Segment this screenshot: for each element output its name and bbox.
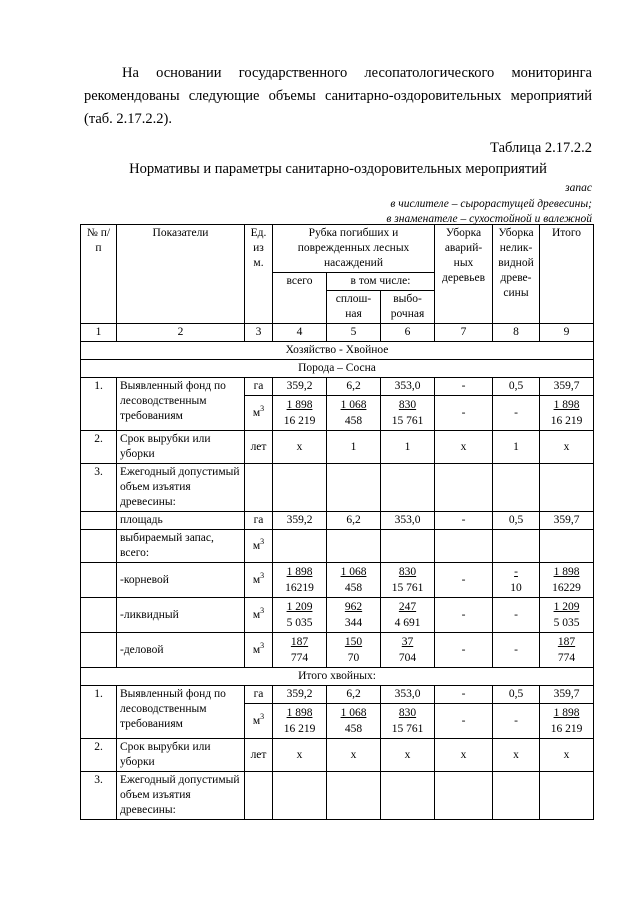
col-index: 6 <box>381 324 435 342</box>
cell <box>273 464 327 512</box>
col-emergency-header: Уборка аварий-ных деревьев <box>435 225 493 324</box>
cell <box>245 464 273 512</box>
fraction-cell: 830 15 761 <box>381 563 435 598</box>
cell: 353,0 <box>381 686 435 704</box>
table-title: Нормативы и параметры санитарно-оздоровительных мероприятий <box>129 161 547 177</box>
cell: х <box>273 431 327 464</box>
fraction-cell: 1 898 16 219 <box>540 396 594 431</box>
row-label: -ликвидный <box>117 598 245 633</box>
intro-paragraph: На основании государственного лесопатологического мониторинга рекомендованы следующие объемы санитарно-оздоровительных мероприятий (таб. 2.17.2.2). <box>84 65 592 127</box>
table-note <box>386 181 592 228</box>
section-subheader: Порода – Сосна <box>81 360 594 378</box>
cell: 359,7 <box>540 378 594 396</box>
row-label: Выявленный фонд по лесоводственным требованиям <box>117 686 245 739</box>
section-header: Итого хвойных: <box>81 668 594 686</box>
cell: - <box>493 598 540 633</box>
fraction-cell: 1 068 458 <box>327 396 381 431</box>
cell: - <box>435 598 493 633</box>
cell: - <box>435 563 493 598</box>
row-unit: $м^3$ <box>245 598 273 633</box>
cell: - <box>435 704 493 739</box>
cell: 359,2 <box>273 512 327 530</box>
fraction-cell: 150 70 <box>327 633 381 668</box>
col-num-header: № п/п <box>81 225 117 324</box>
col-index: 8 <box>493 324 540 342</box>
row-unit: га <box>245 686 273 704</box>
row-num: 1. <box>81 378 117 431</box>
row-label: Выявленный фонд по лесоводственным требованиям <box>117 378 245 431</box>
note-line: запас <box>565 182 592 194</box>
row-num: 2. <box>81 431 117 464</box>
col-index: 9 <box>540 324 594 342</box>
cell: 1 <box>493 431 540 464</box>
cell <box>493 530 540 563</box>
cell <box>540 530 594 563</box>
cell: х <box>435 739 493 772</box>
cell <box>327 464 381 512</box>
cell <box>327 772 381 820</box>
cell: 1 <box>327 431 381 464</box>
table-number: Таблица 2.17.2.2 <box>490 140 592 156</box>
row-label: Ежегодный допустимый объем изъятия древесины: <box>117 464 245 512</box>
cell: 6,2 <box>327 378 381 396</box>
fraction-cell: 1 898 16229 <box>540 563 594 598</box>
fraction-cell: 830 15 761 <box>381 704 435 739</box>
cell <box>273 772 327 820</box>
fraction-cell: 37 704 <box>381 633 435 668</box>
fraction-cell: 1 068 458 <box>327 563 381 598</box>
col-total-header: Итого <box>540 225 594 324</box>
row-unit: лет <box>245 431 273 464</box>
fraction-cell: 247 4 691 <box>381 598 435 633</box>
cell: - <box>493 633 540 668</box>
cell <box>493 772 540 820</box>
cell: х <box>327 739 381 772</box>
cell: - <box>435 512 493 530</box>
cell <box>81 530 117 563</box>
row-num: 3. <box>81 772 117 820</box>
cell: 359,7 <box>540 686 594 704</box>
cell <box>435 464 493 512</box>
row-unit: $м^3$ <box>245 563 273 598</box>
fraction-cell: 1 898 16219 <box>273 563 327 598</box>
cell: 0,5 <box>493 686 540 704</box>
fraction-cell: 1 068 458 <box>327 704 381 739</box>
row-num: 3. <box>81 464 117 512</box>
col-all-header: всего <box>273 273 327 324</box>
col-index: 3 <box>245 324 273 342</box>
row-label: Ежегодный допустимый объем изъятия древесины: <box>117 772 245 820</box>
cell <box>81 598 117 633</box>
row-label: -деловой <box>117 633 245 668</box>
cell: 1 <box>381 431 435 464</box>
cell <box>327 530 381 563</box>
fraction-cell: 1 898 16 219 <box>273 396 327 431</box>
row-unit: $м^3$ <box>245 704 273 739</box>
col-clear-header: сплош-ная <box>327 291 381 324</box>
col-index: 4 <box>273 324 327 342</box>
cell <box>81 563 117 598</box>
section-header: Хозяйство - Хвойное <box>81 342 594 360</box>
cell <box>81 633 117 668</box>
cell: - <box>435 686 493 704</box>
row-label: площадь <box>117 512 245 530</box>
col-indicator-header: Показатели <box>117 225 245 324</box>
cell: - <box>435 396 493 431</box>
cell: - <box>493 704 540 739</box>
fraction-cell: 1 898 16 219 <box>273 704 327 739</box>
norms-table <box>80 224 594 820</box>
col-incl-header: в том числе: <box>327 273 435 291</box>
fraction-cell: 187 774 <box>540 633 594 668</box>
cell: 359,7 <box>540 512 594 530</box>
col-index: 1 <box>81 324 117 342</box>
cell <box>245 772 273 820</box>
cell: х <box>493 739 540 772</box>
cell: х <box>273 739 327 772</box>
col-unit-header: Ед. из м. <box>245 225 273 324</box>
col-index: 2 <box>117 324 245 342</box>
cell: 0,5 <box>493 512 540 530</box>
fraction-cell: 1 209 5 035 <box>273 598 327 633</box>
cell <box>435 530 493 563</box>
cell: - <box>435 378 493 396</box>
cell: х <box>381 739 435 772</box>
col-felling-header: Рубка погибших и поврежденных лесных насаждений <box>273 225 435 273</box>
row-unit: $м^3$ <box>245 633 273 668</box>
cell: 6,2 <box>327 512 381 530</box>
row-num: 2. <box>81 739 117 772</box>
row-unit: $м^3$ <box>245 530 273 563</box>
cell: - <box>493 396 540 431</box>
cell <box>381 530 435 563</box>
cell <box>273 530 327 563</box>
fraction-cell: 830 15 761 <box>381 396 435 431</box>
fraction-cell: 187 774 <box>273 633 327 668</box>
cell: х <box>540 431 594 464</box>
cell <box>435 772 493 820</box>
row-label: выбираемый запас, всего: <box>117 530 245 563</box>
note-line: в знаменателе – сухостойной и валежной <box>386 213 592 225</box>
cell <box>493 464 540 512</box>
fraction-cell: 1 898 16 219 <box>540 704 594 739</box>
fraction-cell: 1 209 5 035 <box>540 598 594 633</box>
cell: 353,0 <box>381 512 435 530</box>
col-nonliquid-header: Уборка нелик-видной древе-сины <box>493 225 540 324</box>
cell: х <box>435 431 493 464</box>
cell: - <box>435 633 493 668</box>
cell: 359,2 <box>273 378 327 396</box>
col-selective-header: выбо-рочная <box>381 291 435 324</box>
row-unit: $м^3$ <box>245 396 273 431</box>
col-index: 5 <box>327 324 381 342</box>
row-unit: га <box>245 378 273 396</box>
cell <box>540 464 594 512</box>
cell: 353,0 <box>381 378 435 396</box>
col-index: 7 <box>435 324 493 342</box>
cell: х <box>540 739 594 772</box>
cell <box>540 772 594 820</box>
cell <box>81 512 117 530</box>
note-line: в числителе – сырорастущей древесины; <box>390 197 592 210</box>
cell <box>381 464 435 512</box>
row-label: Срок вырубки или уборки <box>117 739 245 772</box>
row-unit: га <box>245 512 273 530</box>
row-num: 1. <box>81 686 117 739</box>
row-label: -корневой <box>117 563 245 598</box>
cell: 6,2 <box>327 686 381 704</box>
fraction-cell: - 10 <box>493 563 540 598</box>
fraction-cell: 962 344 <box>327 598 381 633</box>
row-label: Срок вырубки или уборки <box>117 431 245 464</box>
row-unit: лет <box>245 739 273 772</box>
cell <box>381 772 435 820</box>
cell: 359,2 <box>273 686 327 704</box>
cell: 0,5 <box>493 378 540 396</box>
